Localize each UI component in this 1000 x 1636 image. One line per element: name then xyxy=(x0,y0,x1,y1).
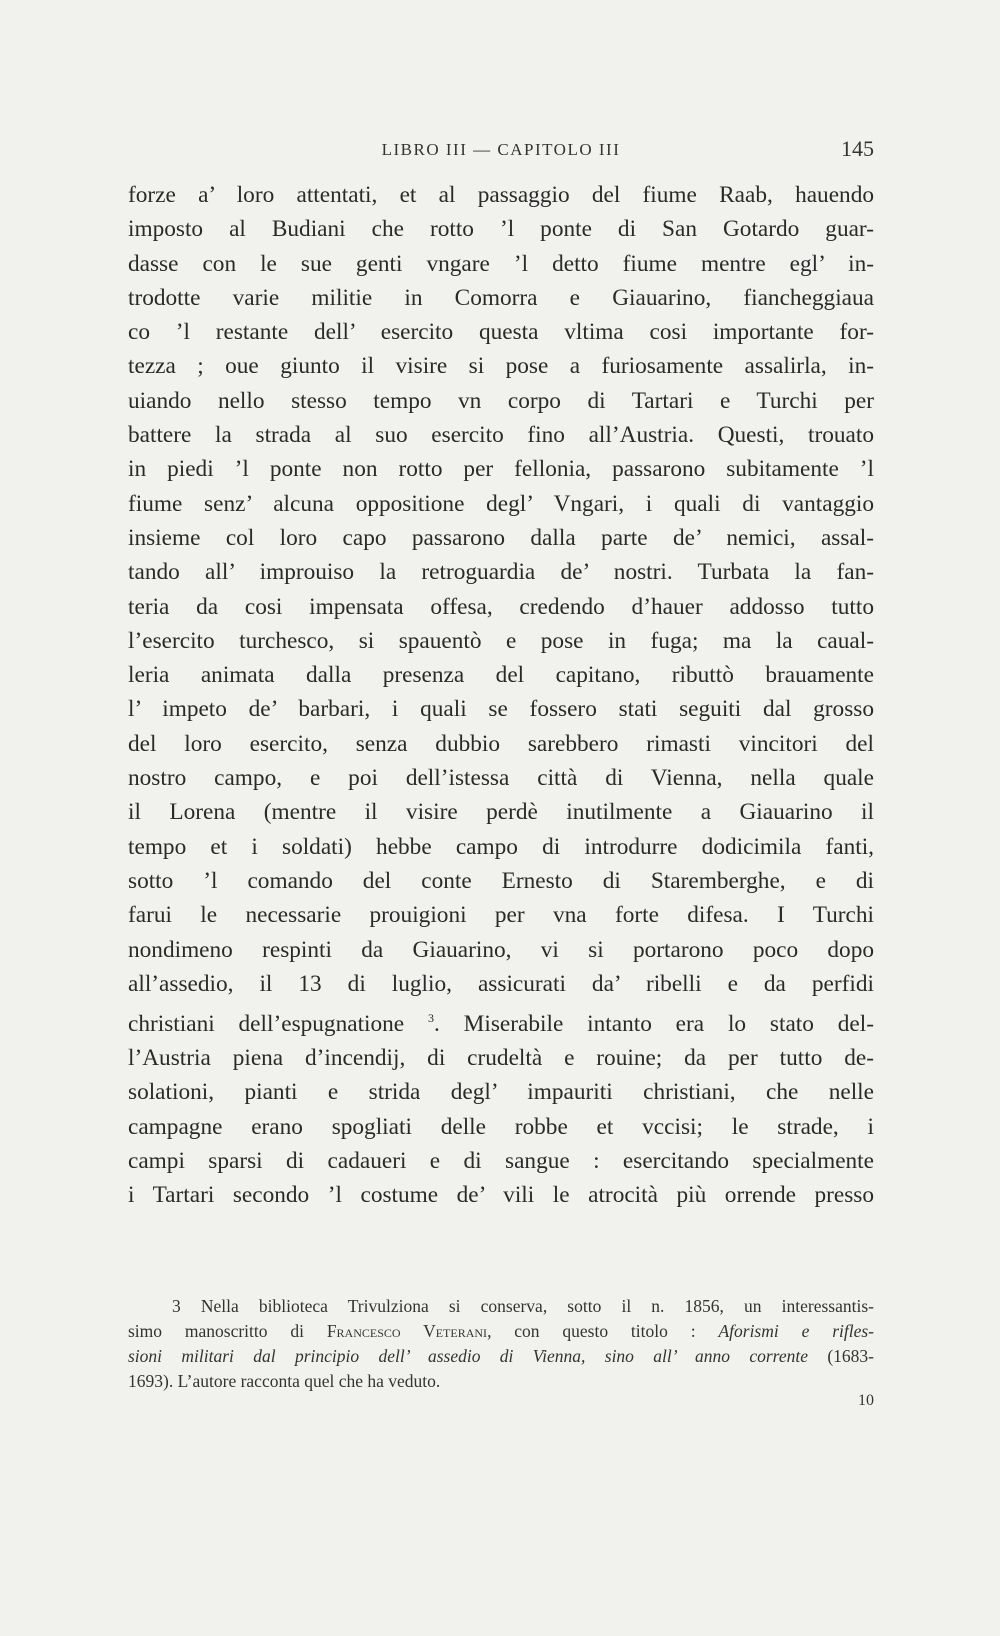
footnote-title: sioni militari dal principio dell’ assedio di Vienna, sino all’ anno corrente xyxy=(128,1346,808,1366)
text-line: il Lorena (mentre il visire perdè inutilmente a Giauarino il xyxy=(128,799,874,826)
text-line: farui le necessarie prouigioni per vna forte difesa. I Turchi xyxy=(128,902,874,929)
text-line: campi sparsi di cadaueri e di sangue : esercitando specialmente xyxy=(128,1148,874,1175)
footnote-title: Aforismi e rifles- xyxy=(718,1321,874,1341)
text-line: i Tartari secondo ’l costume de’ vili le atrocità più orrende presso xyxy=(128,1182,874,1209)
text-line: in piedi ’l ponte non rotto per fellonia, passarono subitamente ’l xyxy=(128,456,874,483)
text-segment: . Miserabile intanto era lo stato del- xyxy=(434,1010,874,1037)
text-line: dasse con le sue genti vngare ’l detto fiume mentre egl’ in- xyxy=(128,250,874,277)
text-line: del loro esercito, senza dubbio sarebbero rimasti vincitori del xyxy=(128,730,874,757)
text-line: sotto ’l comando del conte Ernesto di Staremberghe, e di xyxy=(128,867,874,894)
signature-mark: 10 xyxy=(858,1392,874,1409)
footnote xyxy=(128,1294,874,1394)
page-number: 145 xyxy=(841,136,874,161)
text-line: l’esercito turchesco, si spauentò e pose in fuga; ma la caual- xyxy=(128,627,874,654)
text-line: battere la strada al suo esercito fino all’Austria. Questi, trouato xyxy=(128,422,874,449)
text-line: fiume senz’ alcuna oppositione degl’ Vngari, i quali di vantaggio xyxy=(128,490,874,517)
text-line: imposto al Budiani che rotto ’l ponte di San Gotardo guar- xyxy=(128,216,874,243)
text-line: insieme col loro capo passarono dalla parte de’ nemici, assal- xyxy=(128,524,874,551)
text-line: all’assedio, il 13 di luglio, assicurati da’ ribelli e da perfidi xyxy=(128,970,874,997)
text-line: leria animata dalla presenza del capitano, ributtò brauamente xyxy=(128,662,874,689)
text-line-with-note xyxy=(128,1001,874,1041)
text-line: l’Austria piena d’incendij, di crudeltà e rouine; da per tutto de- xyxy=(128,1045,874,1072)
body-text xyxy=(128,178,874,1213)
text-line: forze a’ loro attentati, et al passaggio del fiume Raab, hauendo xyxy=(128,182,874,208)
text-line: teria da cosi impensata offesa, credendo d’hauer addosso tutto xyxy=(128,593,874,620)
text-line: nondimeno respinti da Giauarino, vi si portarono poco dopo xyxy=(128,936,874,963)
text-line: uiando nello stesso tempo vn corpo di Tartari e Turchi per xyxy=(128,387,874,414)
text-line: campagne erano spogliati delle robbe et vccisi; le strade, i xyxy=(128,1113,874,1140)
text-segment: christiani dell’espugnatione xyxy=(128,1010,428,1037)
running-head: LIBRO III — CAPITOLO III xyxy=(381,140,621,159)
text-line: tempo et i soldati) hebbe campo di introdurre dodicimila fanti, xyxy=(128,833,874,860)
footnote-line xyxy=(128,1344,874,1369)
footnote-text: , con questo titolo : xyxy=(487,1321,719,1341)
text-line: l’ impeto de’ barbari, i quali se fossero stati seguiti dal grosso xyxy=(128,696,874,723)
footnote-line xyxy=(128,1319,874,1344)
text-line: trodotte varie militie in Comorra e Giauarino, fiancheggiaua xyxy=(128,284,874,311)
text-line: solationi, pianti e strida degl’ impauriti christiani, che nelle xyxy=(128,1079,874,1106)
footnote-line: 1693). L’autore racconta quel che ha veduto. xyxy=(128,1371,441,1391)
footnote-author: Francesco Veterani xyxy=(326,1321,488,1341)
text-line: nostro campo, e poi dell’istessa città di Vienna, nella quale xyxy=(128,765,874,792)
text-line: tezza ; oue giunto il visire si pose a furiosamente assalirla, in- xyxy=(128,353,874,380)
footnote-line: 3 Nella biblioteca Trivulziona si conserva, sotto il n. 1856, un interessantis- xyxy=(172,1296,874,1316)
footnote-text: simo manoscritto di xyxy=(128,1321,327,1341)
footnote-reference: 3 xyxy=(428,1011,434,1026)
text-line: tando all’ improuiso la retroguardia de’ nostri. Turbata la fan- xyxy=(128,559,874,586)
text-line: co ’l restante dell’ esercito questa vltima cosi importante for- xyxy=(128,319,874,346)
page-header xyxy=(128,136,874,166)
footnote-text: (1683- xyxy=(807,1346,874,1366)
